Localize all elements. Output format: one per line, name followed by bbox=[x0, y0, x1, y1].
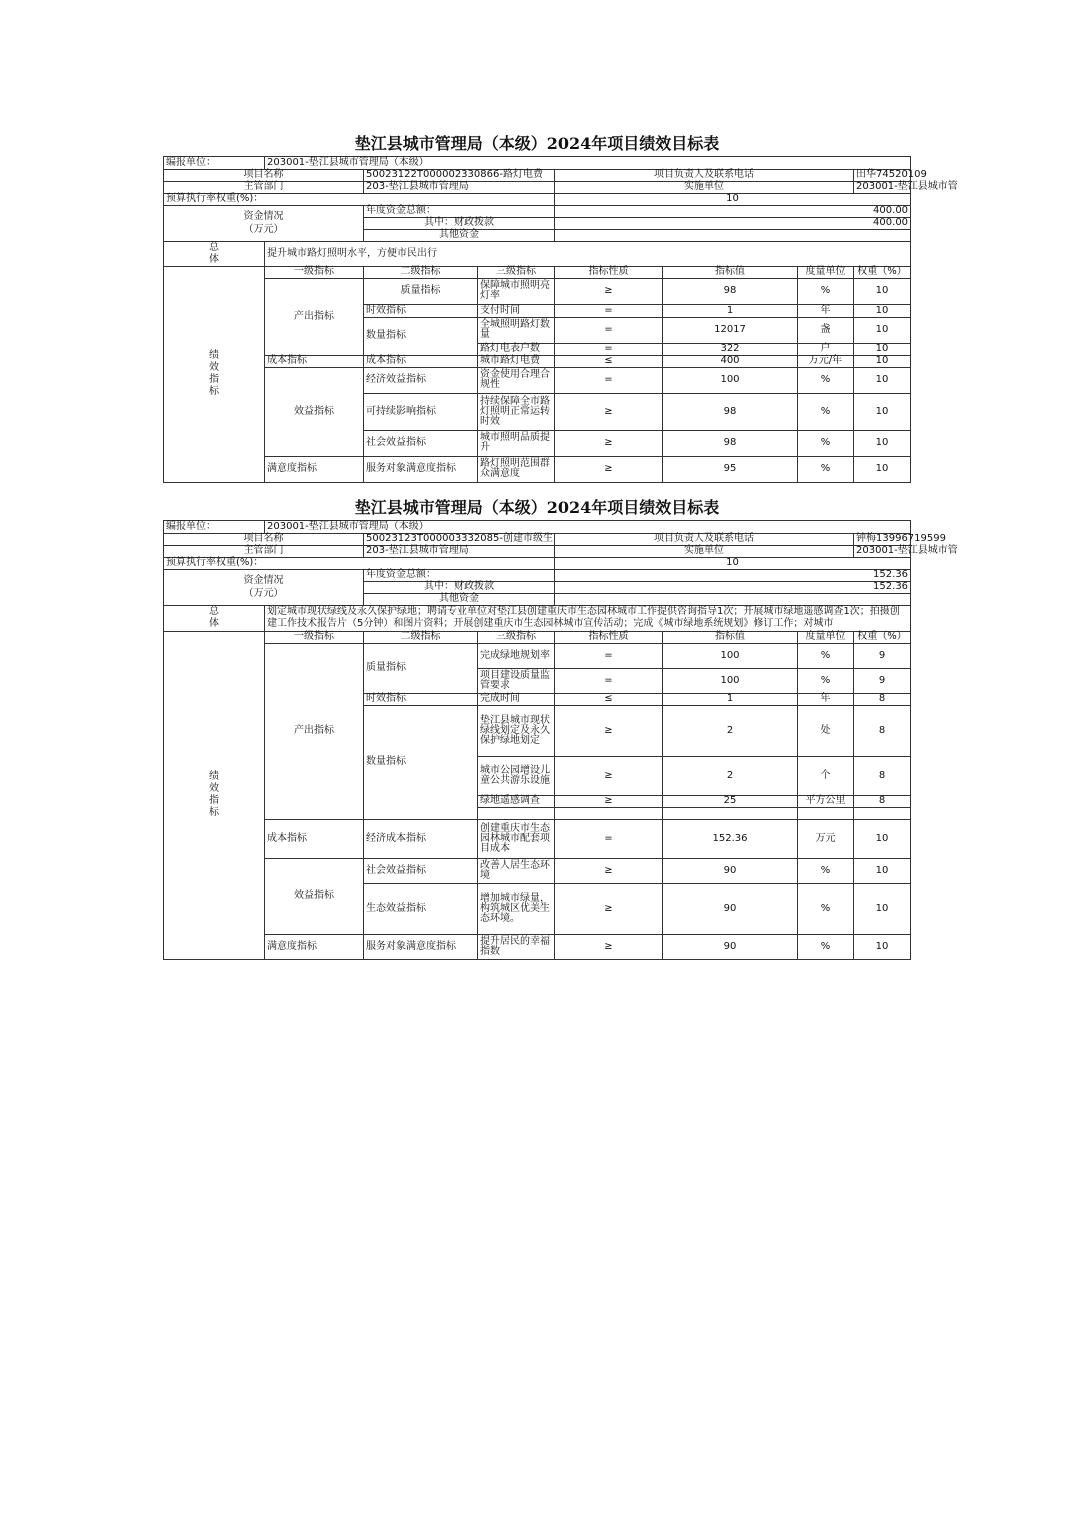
manager-value: 田华74520109 bbox=[854, 169, 911, 181]
table-row bbox=[164, 278, 911, 304]
project-name-label: 项目名称 bbox=[164, 169, 364, 181]
project-name-value: 50023122T000002330866-路灯电费 bbox=[364, 169, 555, 181]
level3-cell: 完成绿地规划率 bbox=[478, 643, 555, 668]
level3-cell bbox=[478, 807, 555, 819]
nature-cell: ≤ bbox=[555, 693, 663, 705]
unit-cell: 盏 bbox=[798, 317, 854, 343]
level2-cell: 社会效益指标 bbox=[364, 858, 478, 883]
level2-cell: 经济成本指标 bbox=[364, 819, 478, 858]
level3-cell: 城市公园增设儿童公共游乐设施 bbox=[478, 756, 555, 795]
unit-label: 编报单位： bbox=[164, 156, 265, 169]
table-row bbox=[164, 858, 911, 883]
unit-cell: % bbox=[798, 668, 854, 693]
unit-value: 203001-垫江县城市管理局（本级） bbox=[265, 156, 911, 169]
value-cell bbox=[663, 807, 798, 819]
unit-label: 编报单位： bbox=[164, 520, 265, 533]
level2-cell: 生态效益指标 bbox=[364, 883, 478, 934]
unit-cell: % bbox=[798, 278, 854, 304]
level3-cell: 支付时间 bbox=[478, 304, 555, 317]
nature-cell: ≥ bbox=[555, 393, 663, 430]
project-name-value: 50023123T000003332085-创建市级生 bbox=[364, 533, 555, 545]
value-cell: 100 bbox=[663, 367, 798, 393]
value-cell: 322 bbox=[663, 343, 798, 355]
table-row bbox=[164, 355, 911, 367]
unit-cell: 户 bbox=[798, 343, 854, 355]
annual-total-value: 400.00 bbox=[555, 205, 911, 217]
unit-cell: % bbox=[798, 430, 854, 456]
level3-cell: 城市路灯电费 bbox=[478, 355, 555, 367]
weight-cell: 8 bbox=[854, 756, 911, 795]
level3-cell: 保障城市照明亮灯率 bbox=[478, 278, 555, 304]
table-row bbox=[164, 819, 911, 858]
budget-rate-value: 10 bbox=[555, 557, 911, 569]
overall-char: 体 bbox=[209, 618, 219, 629]
table-row bbox=[164, 456, 911, 482]
fiscal-label: 其中：财政拨款 bbox=[364, 581, 555, 593]
level1-cell: 效益指标 bbox=[265, 858, 364, 934]
level1-cell: 成本指标 bbox=[265, 355, 364, 367]
header-weight: 权重（%） bbox=[854, 266, 911, 278]
performance-table-2 bbox=[163, 497, 958, 960]
nature-cell bbox=[555, 807, 663, 819]
weight-cell: 9 bbox=[854, 668, 911, 693]
level3-cell: 路灯照明范围群众满意度 bbox=[478, 456, 555, 482]
weight-cell: 10 bbox=[854, 858, 911, 883]
level3-cell: 路灯电表户数 bbox=[478, 343, 555, 355]
level2-cell: 服务对象满意度指标 bbox=[364, 456, 478, 482]
header-unit: 度量单位 bbox=[798, 266, 854, 278]
nature-cell: = bbox=[555, 819, 663, 858]
annual-total-value: 152.36 bbox=[555, 569, 911, 581]
value-cell: 1 bbox=[663, 304, 798, 317]
nature-cell: ≥ bbox=[555, 756, 663, 795]
level3-cell: 提升居民的幸福指数 bbox=[478, 934, 555, 959]
dept-label: 主管部门 bbox=[164, 545, 364, 557]
unit-cell: % bbox=[798, 367, 854, 393]
budget-rate-label: 预算执行率权重(%)： bbox=[164, 557, 555, 569]
header-value: 指标值 bbox=[663, 266, 798, 278]
value-cell: 12017 bbox=[663, 317, 798, 343]
level2-cell: 经济效益指标 bbox=[364, 367, 478, 393]
unit-cell: % bbox=[798, 858, 854, 883]
header-unit: 度量单位 bbox=[798, 631, 854, 643]
level3-cell: 改善人居生态环境 bbox=[478, 858, 555, 883]
weight-cell: 10 bbox=[854, 367, 911, 393]
nature-cell: = bbox=[555, 317, 663, 343]
level2-cell: 数量指标 bbox=[364, 317, 478, 355]
manager-value: 钟梅13996719599 bbox=[854, 533, 911, 545]
perf-char: 指 bbox=[209, 374, 219, 385]
level2-cell: 服务对象满意度指标 bbox=[364, 934, 478, 959]
dept-value: 203-垫江县城市管理局 bbox=[364, 181, 555, 193]
level1-cell: 满意度指标 bbox=[265, 456, 364, 482]
level2-cell: 成本指标 bbox=[364, 355, 478, 367]
impl-unit-value: 203001-垫江县城市管 bbox=[854, 545, 911, 557]
value-cell: 2 bbox=[663, 756, 798, 795]
perf-char: 绩 bbox=[209, 771, 219, 782]
impl-unit-value: 203001-垫江县城市管 bbox=[854, 181, 911, 193]
value-cell: 100 bbox=[663, 668, 798, 693]
unit-cell: 个 bbox=[798, 756, 854, 795]
overall-char: 总 bbox=[209, 241, 219, 253]
value-cell: 90 bbox=[663, 883, 798, 934]
table-row bbox=[164, 934, 911, 959]
nature-cell: ≥ bbox=[555, 858, 663, 883]
weight-cell: 8 bbox=[854, 693, 911, 705]
header-nature: 指标性质 bbox=[555, 266, 663, 278]
nature-cell: ≥ bbox=[555, 456, 663, 482]
nature-cell: = bbox=[555, 367, 663, 393]
budget-rate-value: 10 bbox=[555, 193, 911, 205]
unit-cell: 万元/年 bbox=[798, 355, 854, 367]
other-funds-label: 其他资金 bbox=[364, 229, 555, 241]
nature-cell: = bbox=[555, 668, 663, 693]
value-cell: 98 bbox=[663, 430, 798, 456]
nature-cell: ≥ bbox=[555, 278, 663, 304]
unit-cell: 年 bbox=[798, 693, 854, 705]
funds-label-line2: （万元） bbox=[243, 224, 284, 235]
fiscal-value: 400.00 bbox=[555, 217, 911, 229]
impl-unit-label: 实施单位 bbox=[555, 181, 854, 193]
weight-cell: 10 bbox=[854, 304, 911, 317]
level2-cell: 可持续影响指标 bbox=[364, 393, 478, 430]
unit-cell: 年 bbox=[798, 304, 854, 317]
header-level2: 二级指标 bbox=[364, 631, 478, 643]
level3-cell: 城市照明品质提升 bbox=[478, 430, 555, 456]
level2-cell: 质量指标 bbox=[364, 278, 478, 304]
annual-total-label: 年度资金总额： bbox=[364, 205, 555, 217]
level2-cell: 社会效益指标 bbox=[364, 430, 478, 456]
overall-char: 体 bbox=[209, 253, 219, 265]
fiscal-value: 152.36 bbox=[555, 581, 911, 593]
level3-cell: 完成时间 bbox=[478, 693, 555, 705]
weight-cell: 10 bbox=[854, 934, 911, 959]
unit-cell: % bbox=[798, 643, 854, 668]
funds-label-line1: 资金情况 bbox=[243, 211, 284, 222]
value-cell: 25 bbox=[663, 795, 798, 807]
other-funds-value bbox=[555, 229, 911, 241]
unit-cell: % bbox=[798, 934, 854, 959]
unit-cell: % bbox=[798, 393, 854, 430]
unit-cell bbox=[798, 807, 854, 819]
perf-char: 指 bbox=[209, 795, 219, 806]
budget-rate-label: 预算执行率权重(%)： bbox=[164, 193, 555, 205]
level1-cell: 产出指标 bbox=[265, 643, 364, 819]
level3-cell: 全城照明路灯数量 bbox=[478, 317, 555, 343]
weight-cell bbox=[854, 807, 911, 819]
header-level2: 二级指标 bbox=[364, 266, 478, 278]
value-cell: 152.36 bbox=[663, 819, 798, 858]
header-level3: 三级指标 bbox=[478, 631, 555, 643]
dept-label: 主管部门 bbox=[164, 181, 364, 193]
weight-cell: 8 bbox=[854, 795, 911, 807]
level3-cell: 创建重庆市生态园林城市配套项目成本 bbox=[478, 819, 555, 858]
nature-cell: ≥ bbox=[555, 883, 663, 934]
level3-cell: 垫江县城市现状绿线划定及永久保护绿地划定 bbox=[478, 705, 555, 756]
fiscal-label: 其中：财政拨款 bbox=[364, 217, 555, 229]
level3-cell: 项目建设质量监管要求 bbox=[478, 668, 555, 693]
unit-cell: 平方公里 bbox=[798, 795, 854, 807]
weight-cell: 10 bbox=[854, 278, 911, 304]
weight-cell: 10 bbox=[854, 317, 911, 343]
header-nature: 指标性质 bbox=[555, 631, 663, 643]
level2-cell: 时效指标 bbox=[364, 693, 478, 705]
perf-char: 标 bbox=[209, 807, 219, 818]
level3-cell: 绿地遥感调查 bbox=[478, 795, 555, 807]
level1-cell: 产出指标 bbox=[265, 278, 364, 355]
perf-indicator-label bbox=[164, 631, 265, 959]
weight-cell: 10 bbox=[854, 456, 911, 482]
other-funds-label: 其他资金 bbox=[364, 593, 555, 605]
perf-char: 绩 bbox=[209, 350, 219, 361]
weight-cell: 10 bbox=[854, 883, 911, 934]
nature-cell: ≤ bbox=[555, 355, 663, 367]
value-cell: 100 bbox=[663, 643, 798, 668]
level3-cell: 增加城市绿量，构筑城区优美生态环境。 bbox=[478, 883, 555, 934]
perf-char: 效 bbox=[209, 362, 219, 373]
value-cell: 90 bbox=[663, 934, 798, 959]
overall-goal-text: 提升城市路灯照明水平，方便市民出行 bbox=[265, 241, 911, 266]
weight-cell: 10 bbox=[854, 430, 911, 456]
header-weight: 权重（%） bbox=[854, 631, 911, 643]
unit-cell: % bbox=[798, 456, 854, 482]
weight-cell: 9 bbox=[854, 643, 911, 668]
perf-char: 标 bbox=[209, 386, 219, 397]
value-cell: 98 bbox=[663, 393, 798, 430]
overall-goal-label bbox=[164, 605, 265, 631]
dept-value: 203-垫江县城市管理局 bbox=[364, 545, 555, 557]
overall-goal-label bbox=[164, 241, 265, 266]
performance-table-1 bbox=[163, 133, 958, 483]
level3-cell: 资金使用合理合规性 bbox=[478, 367, 555, 393]
level1-cell: 满意度指标 bbox=[265, 934, 364, 959]
unit-value: 203001-垫江县城市管理局（本级） bbox=[265, 520, 911, 533]
impl-unit-label: 实施单位 bbox=[555, 545, 854, 557]
table-row bbox=[164, 643, 911, 668]
weight-cell: 10 bbox=[854, 343, 911, 355]
header-value: 指标值 bbox=[663, 631, 798, 643]
level2-cell: 质量指标 bbox=[364, 643, 478, 693]
manager-label: 项目负责人及联系电话 bbox=[555, 169, 854, 181]
header-level3: 三级指标 bbox=[478, 266, 555, 278]
level1-cell: 效益指标 bbox=[265, 367, 364, 456]
value-cell: 98 bbox=[663, 278, 798, 304]
value-cell: 400 bbox=[663, 355, 798, 367]
weight-cell: 10 bbox=[854, 355, 911, 367]
nature-cell: = bbox=[555, 343, 663, 355]
funds-label bbox=[164, 569, 364, 605]
unit-cell: 万元 bbox=[798, 819, 854, 858]
weight-cell: 10 bbox=[854, 819, 911, 858]
value-cell: 90 bbox=[663, 858, 798, 883]
nature-cell: = bbox=[555, 304, 663, 317]
overall-char: 总 bbox=[209, 606, 219, 617]
nature-cell: ≥ bbox=[555, 430, 663, 456]
level2-cell: 数量指标 bbox=[364, 705, 478, 819]
weight-cell: 10 bbox=[854, 393, 911, 430]
unit-cell: 处 bbox=[798, 705, 854, 756]
table-title: 垫江县城市管理局（本级）2024年项目绩效目标表 bbox=[164, 497, 911, 520]
value-cell: 2 bbox=[663, 705, 798, 756]
level1-cell: 成本指标 bbox=[265, 819, 364, 858]
header-level1: 一级指标 bbox=[265, 631, 364, 643]
perf-char: 效 bbox=[209, 783, 219, 794]
level2-cell: 时效指标 bbox=[364, 304, 478, 317]
header-level1: 一级指标 bbox=[265, 266, 364, 278]
funds-label bbox=[164, 205, 364, 241]
annual-total-label: 年度资金总额： bbox=[364, 569, 555, 581]
funds-label-line2: （万元） bbox=[243, 588, 284, 599]
nature-cell: ≥ bbox=[555, 934, 663, 959]
value-cell: 95 bbox=[663, 456, 798, 482]
level3-cell: 持续保障全市路灯照明正常运转时效 bbox=[478, 393, 555, 430]
weight-cell: 8 bbox=[854, 705, 911, 756]
funds-label-line1: 资金情况 bbox=[243, 575, 284, 586]
other-funds-value bbox=[555, 593, 911, 605]
nature-cell: = bbox=[555, 643, 663, 668]
table-row bbox=[164, 367, 911, 393]
manager-label: 项目负责人及联系电话 bbox=[555, 533, 854, 545]
nature-cell: ≥ bbox=[555, 795, 663, 807]
nature-cell: ≥ bbox=[555, 705, 663, 756]
table-title: 垫江县城市管理局（本级）2024年项目绩效目标表 bbox=[164, 133, 911, 156]
perf-indicator-label bbox=[164, 266, 265, 482]
project-name-label: 项目名称 bbox=[164, 533, 364, 545]
value-cell: 1 bbox=[663, 693, 798, 705]
overall-goal-text: 划定城市现状绿线及永久保护绿地；聘请专业单位对垫江县创建重庆市生态园林城市工作提供咨询指导1次；开展城市绿地遥感调查1次；拍摄创建工作技术报告片（5分钟）和图片资料；开展创建重庆市生态园林城市宣传活动；完成《城市绿地系统规划》修订工作；对城市 bbox=[265, 605, 911, 631]
unit-cell: % bbox=[798, 883, 854, 934]
